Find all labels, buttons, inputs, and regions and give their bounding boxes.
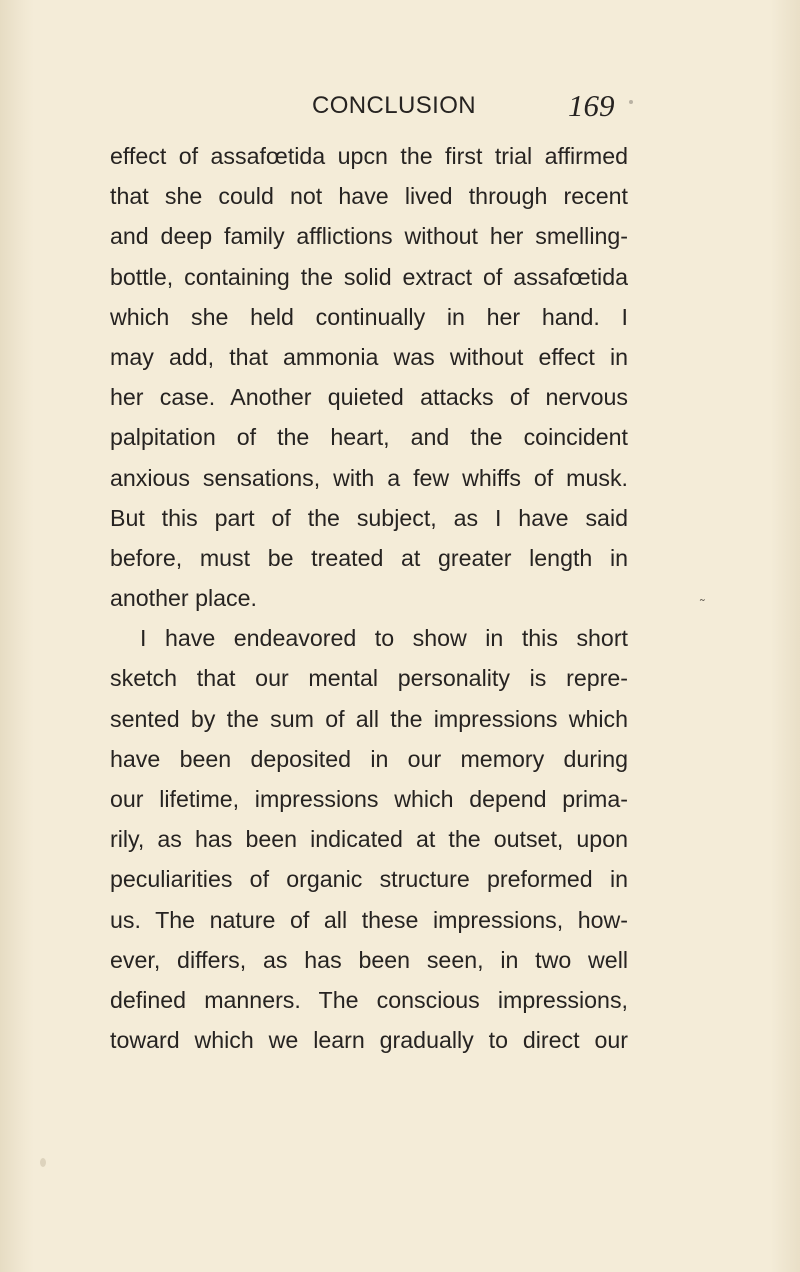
text-line: sketch that our mental personality is repre- [110, 665, 628, 692]
text-line: bottle, containing the solid extract of assafœtida [110, 263, 628, 290]
text-line: her case. Another quieted attacks of nervous [110, 384, 628, 411]
text-line: palpitation of the heart, and the coincident [110, 424, 628, 451]
text-line: defined manners. The conscious impressions, [110, 986, 628, 1013]
page-edge-right [770, 0, 800, 1272]
text-line: toward which we learn gradually to direct our [110, 1027, 628, 1054]
text-line: before, must be treated at greater length in [110, 544, 628, 571]
text-line: and deep family afflictions without her smelling- [110, 223, 628, 250]
text-line: rily, as has been indicated at the outset, upon [110, 826, 628, 853]
text-line: which she held continually in her hand. I [110, 303, 628, 330]
running-head: CONCLUSION [312, 92, 477, 119]
text-line: anxious sensations, with a few whiffs of musk. [110, 464, 628, 491]
paper-speck [629, 100, 633, 104]
text-line: peculiarities of organic structure preformed in [110, 866, 628, 893]
text-line: I have endeavored to show in this short [140, 625, 628, 652]
page-header [100, 88, 660, 128]
text-line: effect of assafœtida upcn the first trial affirmed [110, 143, 628, 169]
text-line: have been deposited in our memory during [110, 745, 628, 772]
page-number: 169 [568, 88, 615, 123]
text-line: our lifetime, impressions which depend prima- [110, 786, 628, 812]
text-line: But this part of the subject, as I have said [110, 504, 628, 531]
text-line: that she could not have lived through recent [110, 183, 628, 210]
paper-speck [40, 1158, 46, 1167]
margin-mark: ˜ [700, 596, 705, 612]
body-text [110, 136, 628, 1060]
text-line: may add, that ammonia was without effect in [110, 343, 628, 370]
text-line: another place. [110, 585, 257, 612]
text-line: us. The nature of all these impressions, how- [110, 906, 628, 933]
text-line: ever, differs, as has been seen, in two well [110, 946, 628, 973]
text-line: sented by the sum of all the impressions which [110, 705, 628, 732]
page-edge-left [0, 0, 34, 1272]
